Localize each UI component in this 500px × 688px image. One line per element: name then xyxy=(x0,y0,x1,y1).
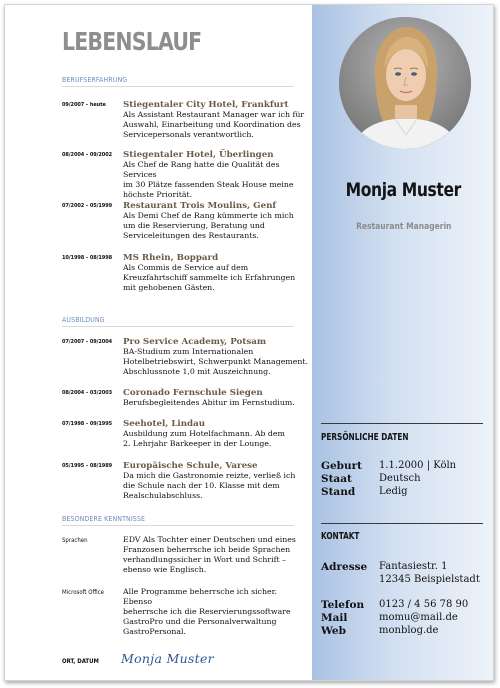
skill-line: GastroPersonal. xyxy=(123,627,187,636)
phone-value: 0123 / 4 56 78 90 xyxy=(379,599,469,610)
entry-line: mit gehobenen Gästen. xyxy=(123,283,215,292)
entry-date: 08/2004 – 03/2003 xyxy=(62,390,113,396)
entry-date: 10/1998 – 08/1998 xyxy=(62,255,113,261)
entry-line: im 30 Plätze fassenden Steak House meine xyxy=(123,180,294,189)
section-divider xyxy=(62,86,294,87)
entry-date: 07/2007 – 09/2004 xyxy=(62,339,113,345)
skill-line: verhandlungssicher in Wort und Schrift – xyxy=(123,555,287,564)
profile-photo xyxy=(339,17,471,149)
personal-data-heading-text: PERSÖNLICHE DATEN xyxy=(321,432,409,443)
entry-title: Europäische Schule, Varese xyxy=(123,461,258,471)
skill-line: Franzosen beherrsche ich beide Sprachen xyxy=(123,545,291,554)
entry-line: Abschlussnote 1,0 mit Auszeichnung. xyxy=(123,367,271,376)
address-key: Adresse xyxy=(321,561,368,573)
portrait-image xyxy=(339,17,471,149)
entry-line: Als Chef de Rang hatte die Qualität des Services xyxy=(123,160,280,179)
entry-line: Ausbildung zum Hotelfachmann. Ab dem xyxy=(123,429,285,438)
section-heading-experience: BERUFSERFAHRUNG xyxy=(62,76,128,84)
entry-title: Stiegentaler Hotel, Überlingen xyxy=(123,150,274,160)
section-heading-education: AUSBILDUNG xyxy=(62,316,105,324)
skill-line: GastroPro und die Personalverwaltung xyxy=(123,617,277,626)
personal-key: Staat xyxy=(321,473,352,485)
entry-line: Auswahl, Einarbeitung und Koordination des xyxy=(123,120,301,129)
contact-key: Mail xyxy=(321,612,348,624)
entry-line: Servicepersonals verantwortlich. xyxy=(123,130,254,139)
skill-line: beherrsche ich die Reservierungssoftware xyxy=(123,607,291,616)
entry-line: die Schule nach der 10. Klasse mit dem xyxy=(123,481,280,490)
profile-role-text: Restaurant Managerin xyxy=(355,222,452,232)
skill-label: Microsoft Office xyxy=(62,589,105,596)
entry-date: 08/2004 – 09/2002 xyxy=(62,152,113,158)
entry-title: Coronado Fernschule Siegen xyxy=(123,388,263,398)
entry-line: Als Demi Chef de Rang kümmerte ich mich xyxy=(123,211,294,220)
entry-date: 09/2007 – heute xyxy=(62,102,106,108)
entry-title: Restaurant Trois Moulins, Genf xyxy=(123,201,277,211)
entry-date: 05/1995 – 08/1989 xyxy=(62,463,113,469)
place-date-label: ORT, DATUM xyxy=(62,658,99,665)
entry-title: Pro Service Academy, Potsam xyxy=(123,337,267,347)
address-line: Fantasiestr. 1 xyxy=(379,561,448,572)
section-divider xyxy=(62,525,294,526)
entry-line: Serviceleitungen des Restaurants. xyxy=(123,231,259,240)
entry-title: Stiegentaler City Hotel, Frankfurt xyxy=(123,100,289,110)
skill-line: Alle Programme beherrsche ich sicher. Ebenso xyxy=(123,587,278,606)
website-value: monblog.de xyxy=(379,625,439,636)
entry-line: Berufsbegleitendes Abitur im Fernstudium. xyxy=(123,398,295,407)
entry-line: Realschulabschluss. xyxy=(123,491,203,500)
sidebar-divider xyxy=(321,523,483,524)
page-title: LEBENSLAUF xyxy=(62,27,202,56)
entry-title: Seehotel, Lindau xyxy=(123,419,206,429)
section-divider xyxy=(62,326,294,327)
email-value: momu@mail.de xyxy=(379,612,458,623)
entry-line: Als Assistant Restaurant Manager war ich für xyxy=(123,110,305,119)
entry-title: MS Rhein, Boppard xyxy=(123,253,219,263)
contact-key: Telefon xyxy=(321,599,365,611)
contact-heading xyxy=(321,531,366,542)
skill-line: EDV Als Tochter einer Deutschen und eines xyxy=(123,535,296,544)
entry-line: Kreuzfahrtschiff sammelte ich Erfahrungen xyxy=(123,273,296,282)
section-heading-skills: BESONDERE KENNTNISSE xyxy=(62,515,146,523)
signature: Monja Muster xyxy=(121,651,214,666)
contact-heading-text: KONTAKT xyxy=(321,531,360,542)
profile-name-text: Monja Muster xyxy=(345,179,462,201)
entry-line: BA-Studium zum Internationalen xyxy=(123,347,254,356)
entry-line: höchste Priorität. xyxy=(123,190,193,199)
entry-date: 07/1998 – 09/1995 xyxy=(62,421,113,427)
entry-line: Hotelbetriebswirt, Schwerpunkt Management. xyxy=(123,357,308,366)
personal-key: Geburt xyxy=(321,460,363,472)
entry-line: Als Commis de Service auf dem xyxy=(123,263,249,272)
personal-data-heading xyxy=(321,432,424,443)
entry-line: 2. Lehrjahr Barkeeper in der Lounge. xyxy=(123,439,272,448)
profile-name xyxy=(312,179,494,201)
contact-key: Web xyxy=(321,625,346,637)
skill-label: Sprachen xyxy=(62,537,88,544)
personal-value: Deutsch xyxy=(379,473,421,484)
personal-value: 1.1.2000 | Köln xyxy=(379,460,457,471)
sidebar-divider xyxy=(321,423,483,424)
profile-role xyxy=(312,222,494,232)
personal-value: Ledig xyxy=(379,486,408,497)
cv-page xyxy=(4,4,494,681)
entry-line: Da mich die Gastronomie reizte, verließ ich xyxy=(123,471,296,480)
skill-line: ebenso wie Englisch. xyxy=(123,565,207,574)
personal-key: Stand xyxy=(321,486,356,498)
entry-line: um die Reservierung, Beratung und xyxy=(123,221,265,230)
address-line: 12345 Beispielstadt xyxy=(379,574,480,585)
entry-date: 07/2002 – 05/1999 xyxy=(62,203,113,209)
